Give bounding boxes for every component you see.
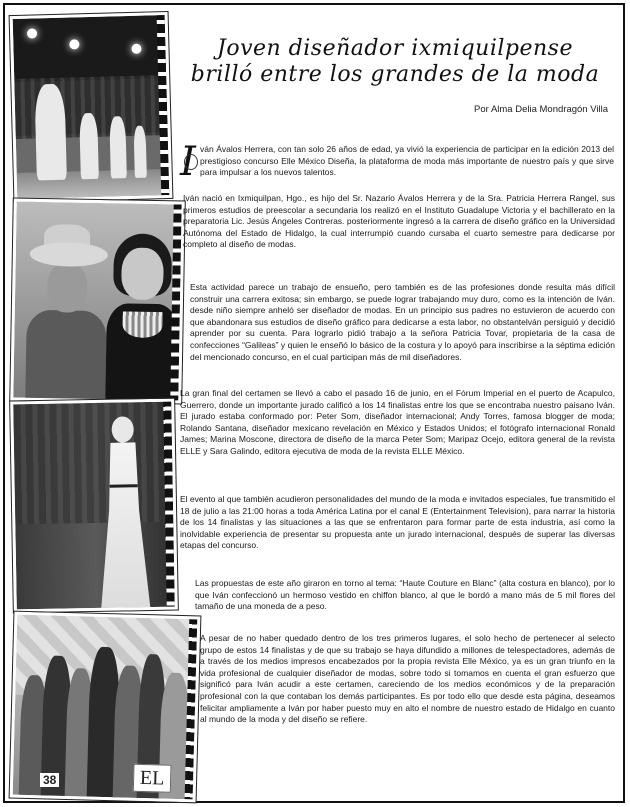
title-line-1: Joven diseñador ixmiquilpense xyxy=(217,36,573,61)
article-title xyxy=(180,36,610,88)
runway-model xyxy=(134,126,147,178)
paragraph-intro: ván Ávalos Herrera, con tan solo 26 años de edad, ya vivió la experiencia de participar en la edición 2013 del prestigioso concurso Elle México Diseña, la plataforma de moda más importante de nuestro país y que sirve para impulsar a los nuevos talentos. xyxy=(200,144,614,178)
paragraph-theme: Las propuestas de este año giraron en torno al tema: “Haute Couture en Blanc” (alta costura en blanco), por lo que Iván confeccionó un hermoso vestido en chiffon blanco, al que le bordó a mano más de 5 mil flores del tamaño de una moneda de a peso. xyxy=(195,578,615,612)
paragraph-career: Esta actividad parece un trabajo de ensueño, pero también es de las profesiones donde resulta más difícil construir una carrera exitosa; sin embargo, se puede lograr trabajando muy duro, como es la intención de Iván. desde niño siempre anheló ser diseñador de modas. En un principio sus padres no estuvieron de acuerdo con que abandonara sus estudios de diseño gráfico para dedicarse a esta labor, no obstantelván persiguió y decidió aprender por su cuenta. Para lograrlo pidió trabajo a la señora Patricia Tovar, propietaria de la casa de confecciones “Galileas” y quien le enseñó lo básico de la costura y lo apoyó para inscribirse a la séptima edición del mencionado concurso, en el cual participan más de mil diseñadores. xyxy=(190,282,615,362)
title-line-2: brilló entre los grandes de la moda xyxy=(190,62,600,87)
white-dress-photo xyxy=(10,399,178,613)
audience-silhouettes xyxy=(13,402,173,525)
page-number: 38 xyxy=(40,773,59,787)
film-perforation xyxy=(163,402,175,607)
drop-cap: I xyxy=(180,142,200,182)
byline: Por Alma Delia Mondragón Villa xyxy=(474,104,608,115)
stage-light xyxy=(27,28,37,38)
designer-portrait-photo xyxy=(10,199,184,404)
dress-belt xyxy=(110,484,138,487)
runway-model xyxy=(109,116,127,178)
stage-light xyxy=(131,44,141,54)
necklace xyxy=(122,311,162,338)
paragraph-biography: Iván nació en Ixmiquilpan, Hgo., es hijo del Sr. Nazario Ávalos Herrera y de la Sra. Patricia Herrera Rangel, sus primeros estudios de preescolar a secundaria los realizó en el Instituto Guadalupe Victoria y el bachillerato en la preparatoria Lic. Jesús Ángeles Contreras. posteriormente ingresó a la carrera de diseño gráfico en la Universidad Autónoma del Estado de Hidalgo, la cual interrumpió cuando cursaba el cuarto semestre para dedicarse por completo al diseño de modas. xyxy=(183,193,615,250)
film-perforation xyxy=(170,204,181,400)
paragraph-broadcast: El evento al que también acudieron personalidades del mundo de la moda e invitados especiales, fue transmitido el 18 de julio a las 21:00 horas a toda América Latina por el canal E (Entertainment Television), para narrar la historia de los 14 finalistas y las situaciones a las que se enfrentaron para formar parte de esta industria, así como la inolvidable experiencia de presentar su propuesta ante un jurado internacional, después de superar las diversas etapas del concurso. xyxy=(180,494,615,551)
runway-model xyxy=(79,113,99,179)
stage-light xyxy=(69,39,79,49)
designer-body xyxy=(25,310,107,401)
paragraph-conclusion: A pesar de no haber quedado dentro de los tres primeros lugares, el solo hecho de pertenecer al selecto grupo de estos 14 finalistas y de que su trabajo se haya difundido a millones de telespectadores, además de a través de los medios impresos encabezados por la propia revista Elle México, ya es un gran triunfo en la vida profesional de cualquier diseñador de modas, sobre todo si tomamos en cuenta el gran esfuerzo que significó para Iván acudir a este certamen, careciendo de los medios económicos y de la preparación profesional con la que contaban los demás participantes. Es por todo ello que desde esta página, deseamos felicitar ampliamente a Iván por haber puesto muy en alto el nombre de nuestro estado de Hidalgo en cuanto al mundo de la moda y del diseño se refiere. xyxy=(200,633,615,725)
elle-logo: EL xyxy=(133,764,172,793)
designer-face xyxy=(47,262,88,313)
paragraph-final: La gran final del certamen se llevó a cabo el pasado 16 de junio, en el Fórum Imperial en el puerto de Acapulco, Guerrero, donde un importante jurado calificó a los 14 finalistas entre los que se encontraba nuestro paisano Iván. El jurado estaba conformado por: Peter Som, diseñador internacional; Andy Torres, famosa blogger de moda; Rolando Santana, diseñador mexicano revelación en México y Estados Unidos; el fotógrafo internacional Ronald James; Marina Moscone, directora de diseño de la marca Peter Som; Maripaz Ocejo, editora general de la revista ELLE y Sara Galindo, editora ejecutiva de moda de la revista ELLE México. xyxy=(180,388,615,456)
runway-photo xyxy=(10,12,173,202)
film-perforation xyxy=(157,15,170,195)
hat-brim xyxy=(30,242,108,267)
finalists-group-photo xyxy=(10,612,201,803)
model-face xyxy=(121,247,164,300)
runway-model xyxy=(34,84,67,181)
